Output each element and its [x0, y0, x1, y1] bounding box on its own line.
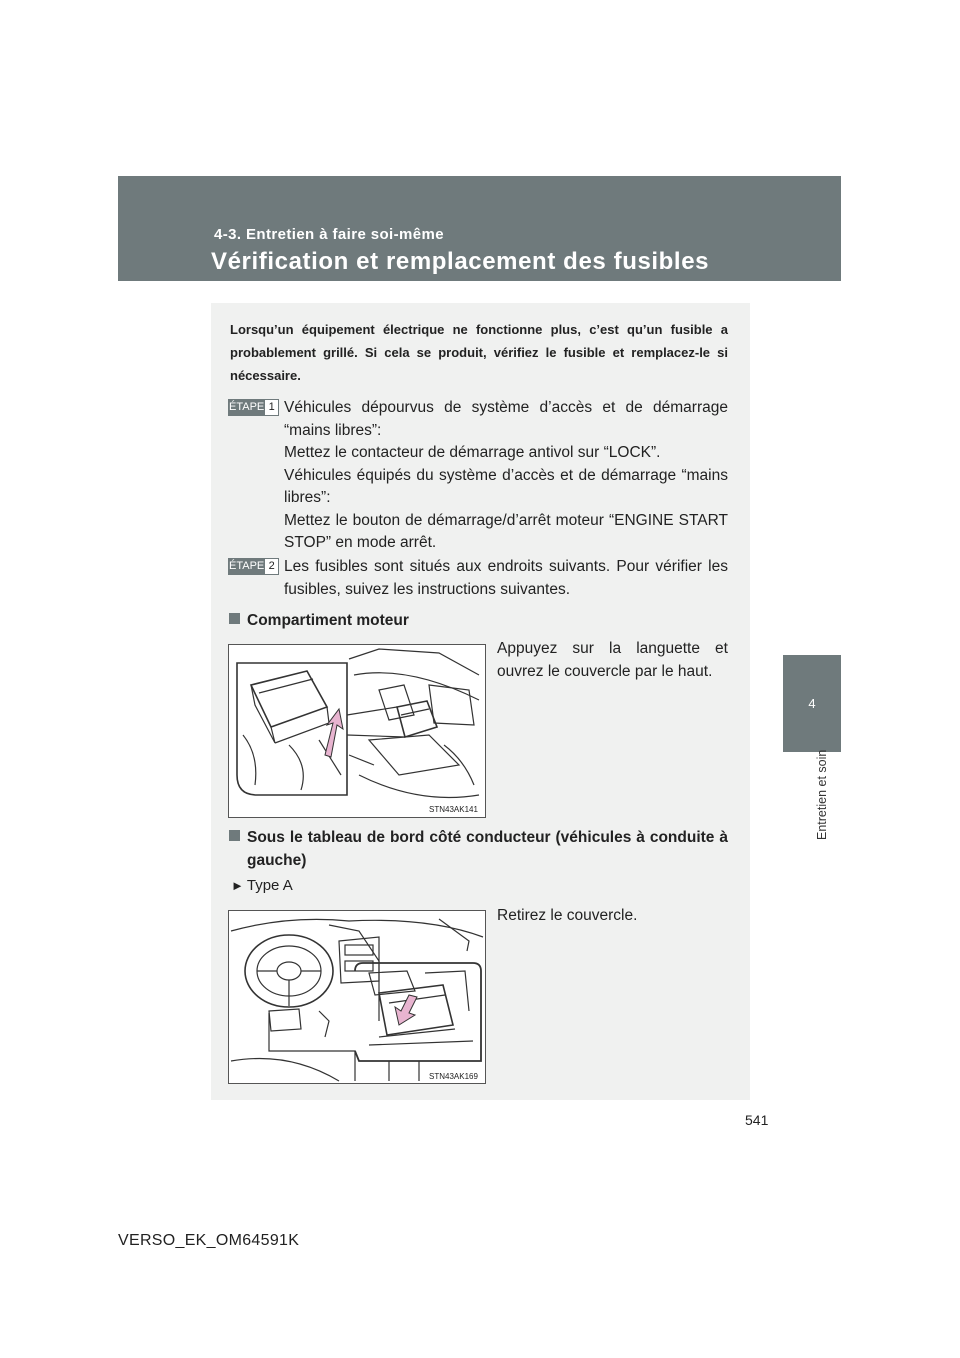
engine-fuse-box-illustration	[228, 644, 486, 818]
figure-code: STN43AK141	[429, 805, 478, 814]
dashboard-drawing	[229, 911, 485, 1083]
step-1-line-2: Mettez le contacteur de démarrage antivol sur “LOCK”.	[284, 444, 661, 461]
section-heading-text: Compartiment moteur	[247, 612, 409, 629]
section-2-description: Retirez le couvercle.	[497, 907, 638, 924]
section-heading-text: Sous le tableau de bord côté conducteur (véhicules à conduite à gauche)	[247, 829, 728, 869]
step-badge-number: 2	[265, 558, 279, 575]
chapter-number: 4	[808, 696, 816, 711]
step-1-line-4: Mettez le bouton de démarrage/d’arrêt moteur “ENGINE START STOP” en mode arrêt.	[284, 511, 728, 551]
chapter-tab[interactable]	[783, 655, 841, 752]
step-badge-word: ÉTAPE	[228, 558, 265, 575]
type-a-text: Type A	[246, 877, 293, 894]
step-1-badge	[228, 399, 279, 416]
square-bullet-icon	[229, 613, 240, 624]
step-badge-number: 1	[265, 399, 279, 416]
dashboard-fuse-cover-illustration	[228, 910, 486, 1084]
type-a-label	[231, 877, 293, 894]
engine-compartment-drawing	[229, 645, 485, 817]
section-heading-engine	[229, 609, 409, 632]
step-badge-word: ÉTAPE	[228, 399, 265, 416]
section-1-description: Appuyez sur la languette et ouvrez le couvercle par le haut.	[497, 640, 728, 680]
step-1-line-3: Véhicules équipés du système d’accès et de démarrage “mains libres”:	[284, 466, 728, 506]
section-heading-dashboard	[229, 826, 728, 872]
chapter-label-text: Entretien et soin	[815, 749, 829, 840]
intro-paragraph: Lorsqu’un équipement électrique ne fonctionne plus, c’est qu’un fusible a probablement grillé. Si cela se produit, vérifiez le fusible et remplacez-le si nécessaire.	[230, 322, 728, 383]
step-2-text	[284, 556, 728, 601]
step-1-line-1: Véhicules dépourvus de système d’accès et de démarrage “mains libres”:	[284, 399, 728, 439]
step-2-line-1: Les fusibles sont situés aux endroits suivants. Pour vérifier les fusibles, suivez les instructions suivantes.	[284, 558, 728, 598]
section-label: 4-3. Entretien à faire soi-même	[214, 226, 444, 243]
chapter-label	[812, 749, 832, 840]
square-bullet-icon	[229, 830, 240, 841]
page-number: 541	[745, 1112, 769, 1128]
triangle-bullet-icon: ►	[231, 878, 244, 893]
step-1-text	[284, 397, 728, 555]
step-2-badge	[228, 558, 279, 575]
document-code: VERSO_EK_OM64591K	[118, 1232, 300, 1249]
figure-code: STN43AK169	[429, 1072, 478, 1081]
page-title: Vérification et remplacement des fusibles	[211, 248, 710, 275]
